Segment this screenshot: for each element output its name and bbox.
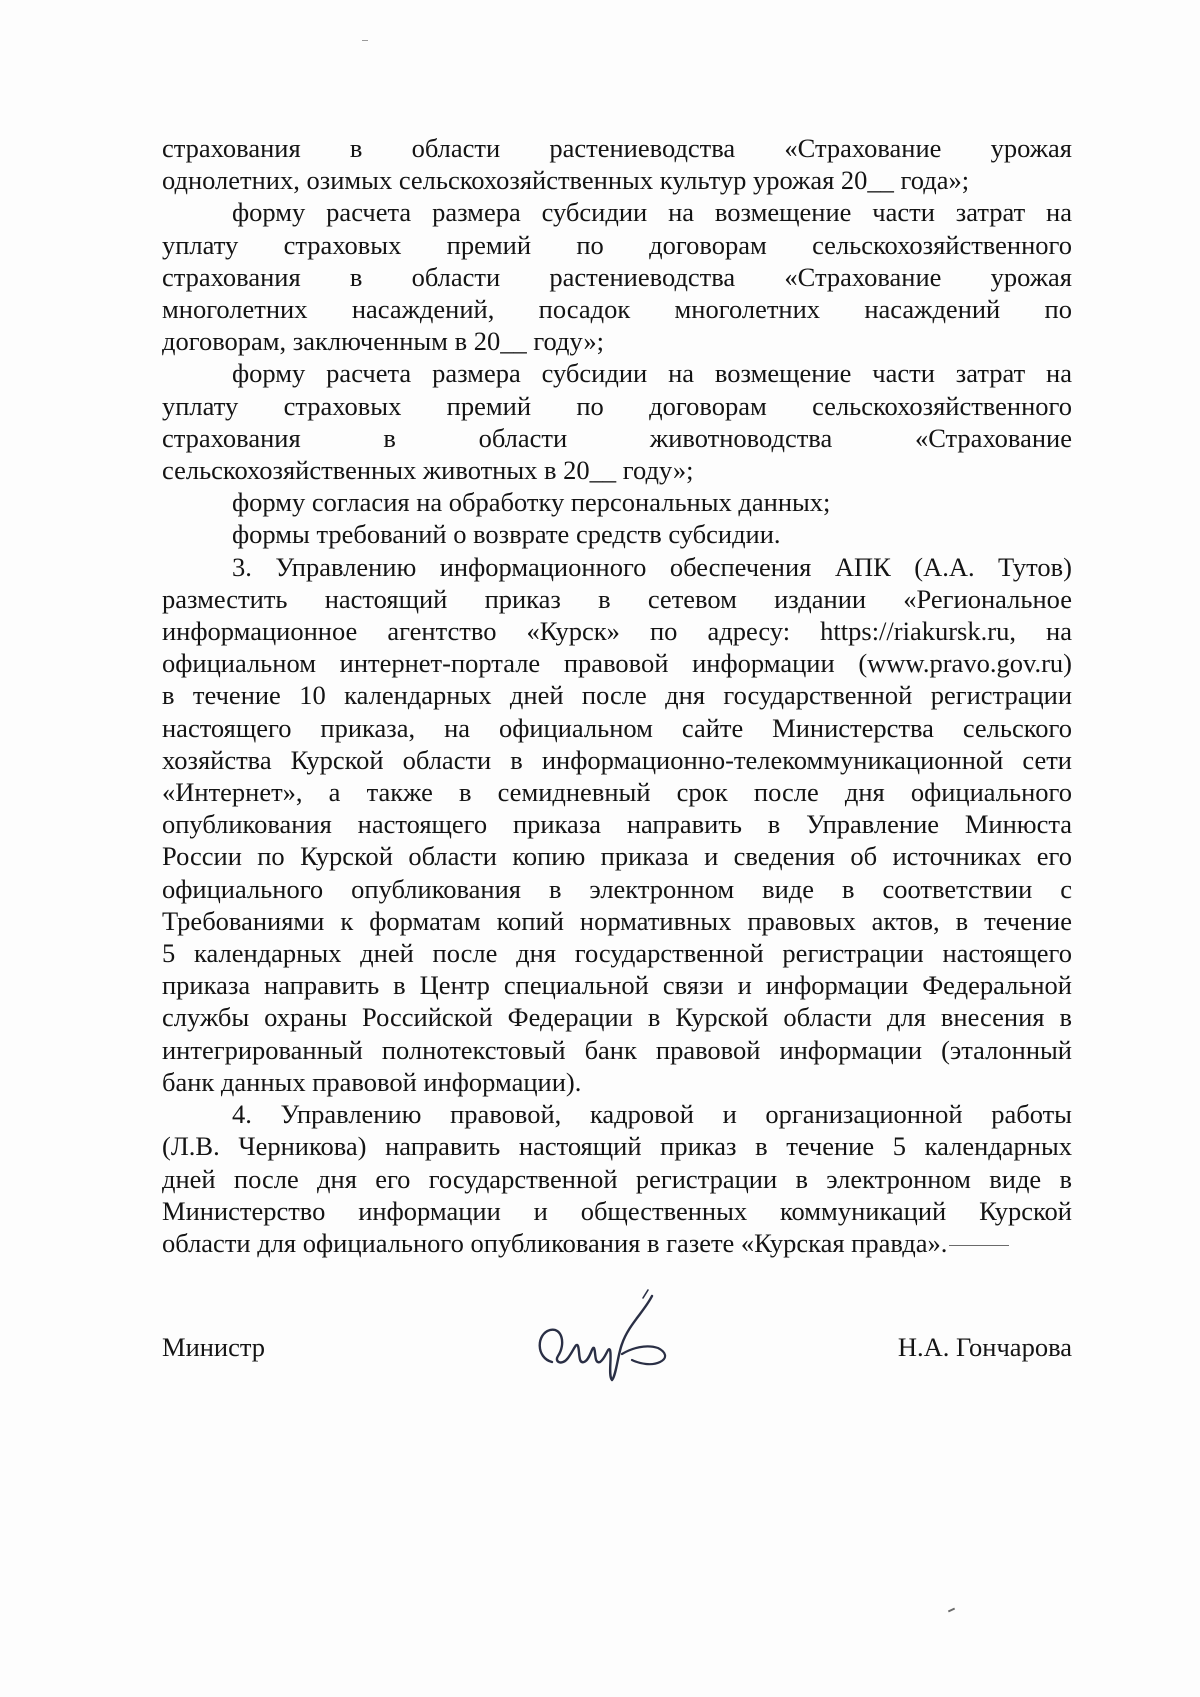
document-body [162, 132, 1072, 1259]
text-line: многолетних насаждений, посадок многолетних насаждений по [162, 294, 1072, 325]
text-line: приказа направить в Центр специальной связи и информации Федеральной [162, 970, 1072, 1001]
text-line: службы охраны Российской Федерации в Курской области для внесения в [162, 1002, 1072, 1033]
text-line-final-text: области для официального опубликования в газете «Курская правда». [162, 1227, 948, 1258]
text-line-final [162, 1227, 1072, 1259]
signatory-name: Н.А. Гончарова [897, 1332, 1072, 1362]
text-line: опубликования настоящего приказа направить в Управление Минюста [162, 809, 1072, 840]
text-line: банк данных правовой информации). [162, 1066, 582, 1097]
text-line: уплату страховых премий по договорам сельскохозяйственного [162, 390, 1072, 421]
text-line: разместить настоящий приказ в сетевом издании «Региональное [162, 583, 1072, 614]
text-line: информационное агентство «Курск» по адресу: https://riakursk.ru, на [162, 616, 1072, 647]
text-line: форму расчета размера субсидии на возмещение части затрат на [232, 197, 1072, 228]
scan-mark-top [362, 40, 368, 41]
text-line: хозяйства Курской области в информационно-телекоммуникационной сети [162, 744, 1072, 775]
text-line: форму расчета размера субсидии на возмещение части затрат на [232, 358, 1072, 389]
text-line: России по Курской области копию приказа и сведения об источниках его [162, 841, 1072, 872]
text-line: страхования в области растениеводства «Страхование урожая [162, 261, 1072, 292]
signature-block [162, 1318, 1072, 1388]
text-line: форму согласия на обработку персональных данных; [232, 487, 831, 518]
text-line: официальном интернет-портале правовой информации (www.pravo.gov.ru) [162, 648, 1072, 679]
text-line: настоящего приказа, на официальном сайте Министерства сельского [162, 712, 1072, 743]
text-line: интегрированный полнотекстовый банк правовой информации (эталонный [162, 1034, 1072, 1065]
text-line: 4. Управлению правовой, кадровой и организационной работы [232, 1099, 1072, 1130]
text-line: уплату страховых премий по договорам сельскохозяйственного [162, 229, 1072, 260]
handwritten-signature [522, 1284, 682, 1394]
text-line: (Л.В. Черникова) направить настоящий приказ в течение 5 календарных [162, 1131, 1072, 1162]
text-line: договорам, заключенным в 20__ году»; [162, 326, 605, 357]
text-line: Требованиями к форматам копий нормативных правовых актов, в течение [162, 905, 1072, 936]
text-line: однолетних, озимых сельскохозяйственных культур урожая 20__ года»; [162, 165, 970, 196]
text-line: страхования в области растениеводства «Страхование урожая [162, 133, 1072, 163]
scan-mark-bottom [948, 1608, 955, 1613]
text-line: в течение 10 календарных дней после дня государственной регистрации [162, 680, 1072, 711]
end-rule [949, 1245, 1009, 1246]
text-line: 5 календарных дней после дня государственной регистрации настоящего [162, 938, 1072, 969]
text-line: формы требований о возврате средств субсидии. [232, 519, 781, 550]
text-line: Министерство информации и общественных коммуникаций Курской [162, 1195, 1072, 1226]
text-line: «Интернет», а также в семидневный срок после дня официального [162, 777, 1072, 808]
text-line: дней после дня его государственной регистрации в электронном виде в [162, 1163, 1072, 1194]
text-line: страхования в области животноводства «Страхование [162, 422, 1072, 453]
signatory-title: Министр [162, 1332, 266, 1362]
text-line: официального опубликования в электронном виде в соответствии с [162, 873, 1072, 904]
text-line: 3. Управлению информационного обеспечения АПК (А.А. Тутов) [232, 551, 1072, 582]
text-line: сельскохозяйственных животных в 20__ году»; [162, 455, 694, 486]
